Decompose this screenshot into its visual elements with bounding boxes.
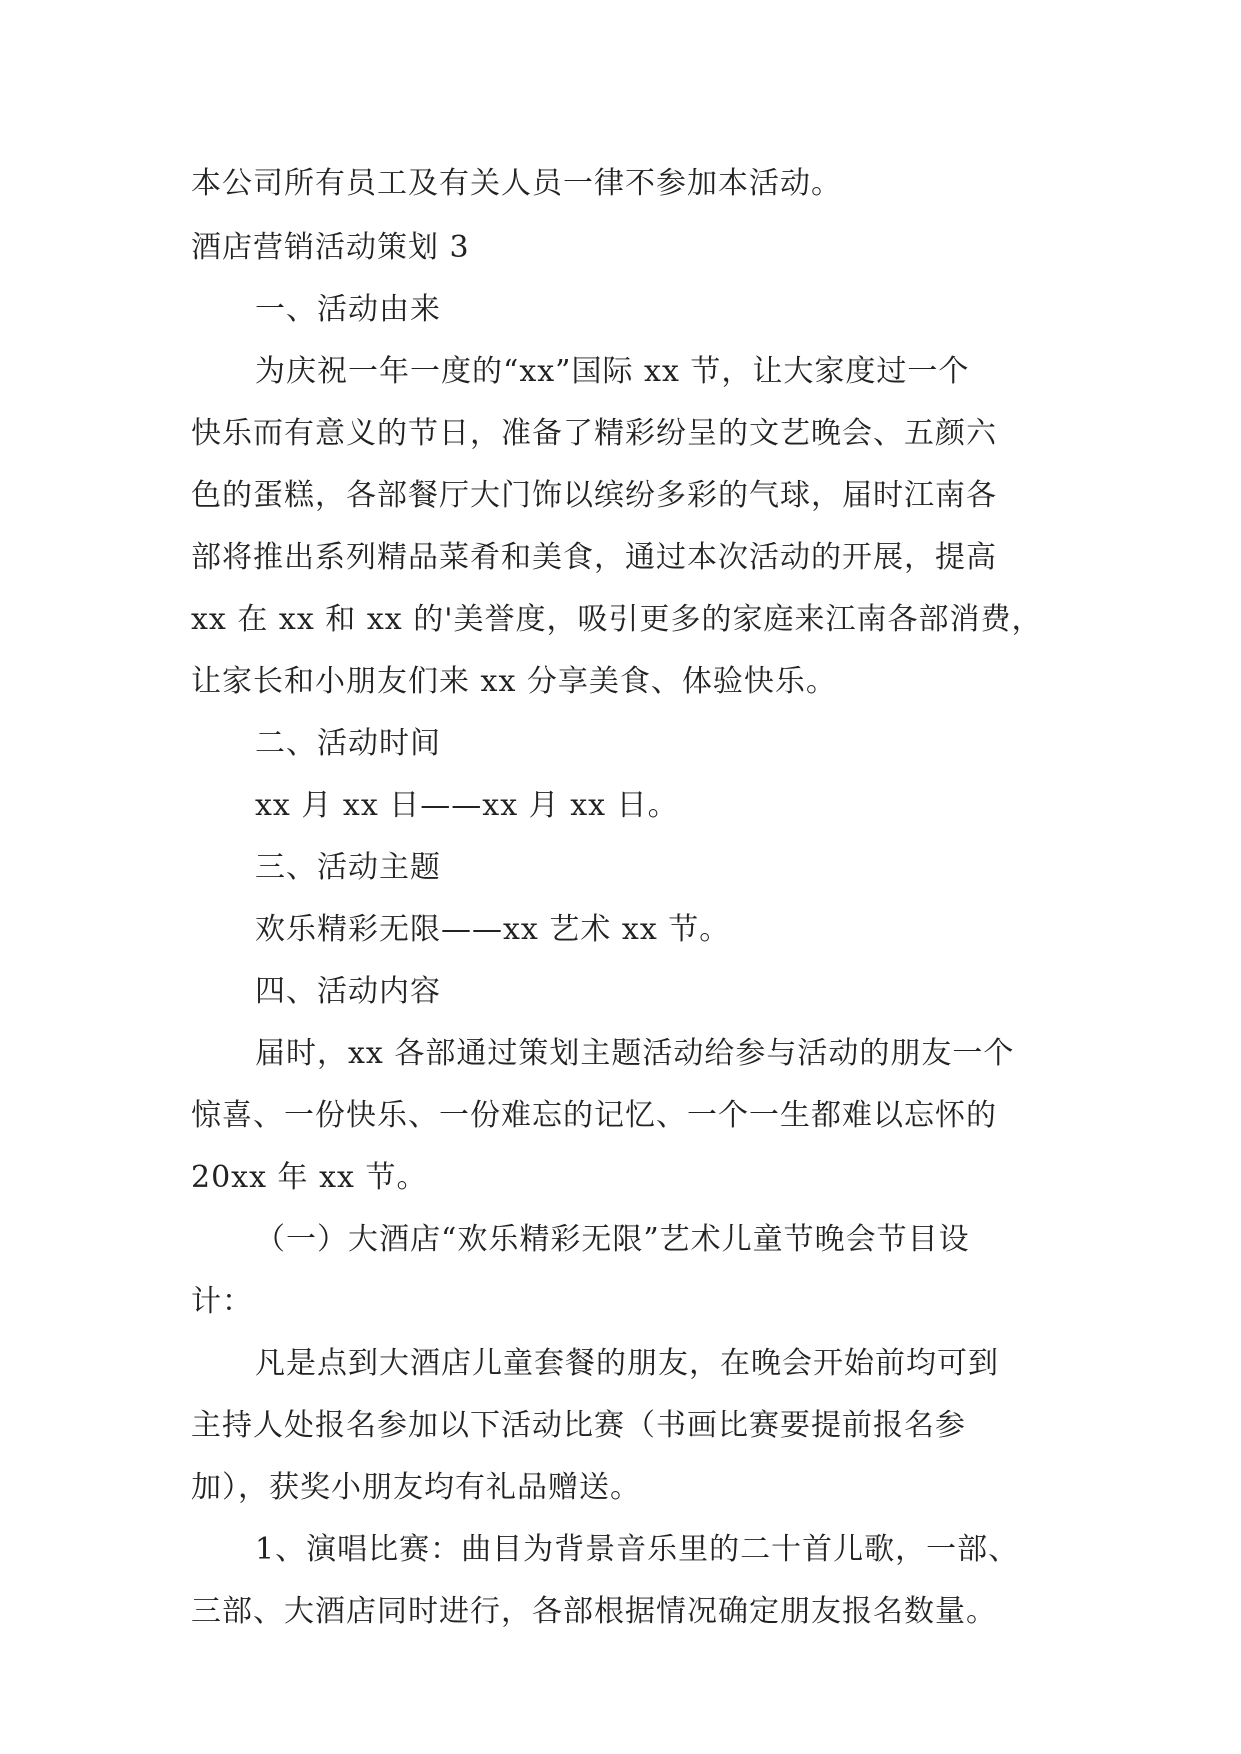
paragraph-line: 凡是点到大酒店儿童套餐的朋友，在晚会开始前均可到 <box>255 1346 999 1381</box>
paragraph-line: 让家长和小朋友们来 xx 分享美食、体验快乐。 <box>191 664 837 699</box>
heading-3: 三、活动主题 <box>255 850 441 885</box>
subheading: （一）大酒店“欢乐精彩无限”艺术儿童节晚会节目设 <box>255 1222 970 1257</box>
paragraph-line: 计： <box>191 1284 253 1319</box>
paragraph-line: 加），获奖小朋友均有礼品赠送。 <box>191 1470 641 1505</box>
paragraph-line: xx 在 xx 和 xx 的'美誉度，吸引更多的家庭来江南各部消费， <box>191 602 1043 637</box>
heading-1: 一、活动由来 <box>255 292 441 327</box>
paragraph-line: 部将推出系列精品菜肴和美食，通过本次活动的开展，提高 <box>191 540 997 575</box>
paragraph-line: 三部、大酒店同时进行，各部根据情况确定朋友报名数量。 <box>191 1594 997 1629</box>
heading-2: 二、活动时间 <box>255 726 441 761</box>
paragraph-line: 为庆祝一年一度的“xx”国际 xx 节，让大家度过一个 <box>255 354 970 389</box>
paragraph-line: xx 月 xx 日——xx 月 xx 日。 <box>255 788 679 823</box>
paragraph-line: 1、演唱比赛：曲目为背景音乐里的二十首儿歌，一部、 <box>255 1532 1020 1567</box>
paragraph-line: 本公司所有员工及有关人员一律不参加本活动。 <box>191 166 842 201</box>
paragraph-line: 主持人处报名参加以下活动比赛（书画比赛要提前报名参 <box>191 1408 966 1443</box>
paragraph-line: 色的蛋糕，各部餐厅大门饰以缤纷多彩的气球，届时江南各 <box>191 478 997 513</box>
paragraph-line: 快乐而有意义的节日，准备了精彩纷呈的文艺晚会、五颜六 <box>191 416 997 451</box>
section-title: 酒店营销活动策划 3 <box>191 230 470 265</box>
paragraph-line: 届时，xx 各部通过策划主题活动给参与活动的朋友一个 <box>255 1036 1015 1071</box>
heading-4: 四、活动内容 <box>255 974 441 1009</box>
paragraph-line: 惊喜、一份快乐、一份难忘的记忆、一个一生都难以忘怀的 <box>191 1098 997 1133</box>
paragraph-line: 欢乐精彩无限——xx 艺术 xx 节。 <box>255 912 731 947</box>
paragraph-line: 20xx 年 xx 节。 <box>191 1160 428 1195</box>
